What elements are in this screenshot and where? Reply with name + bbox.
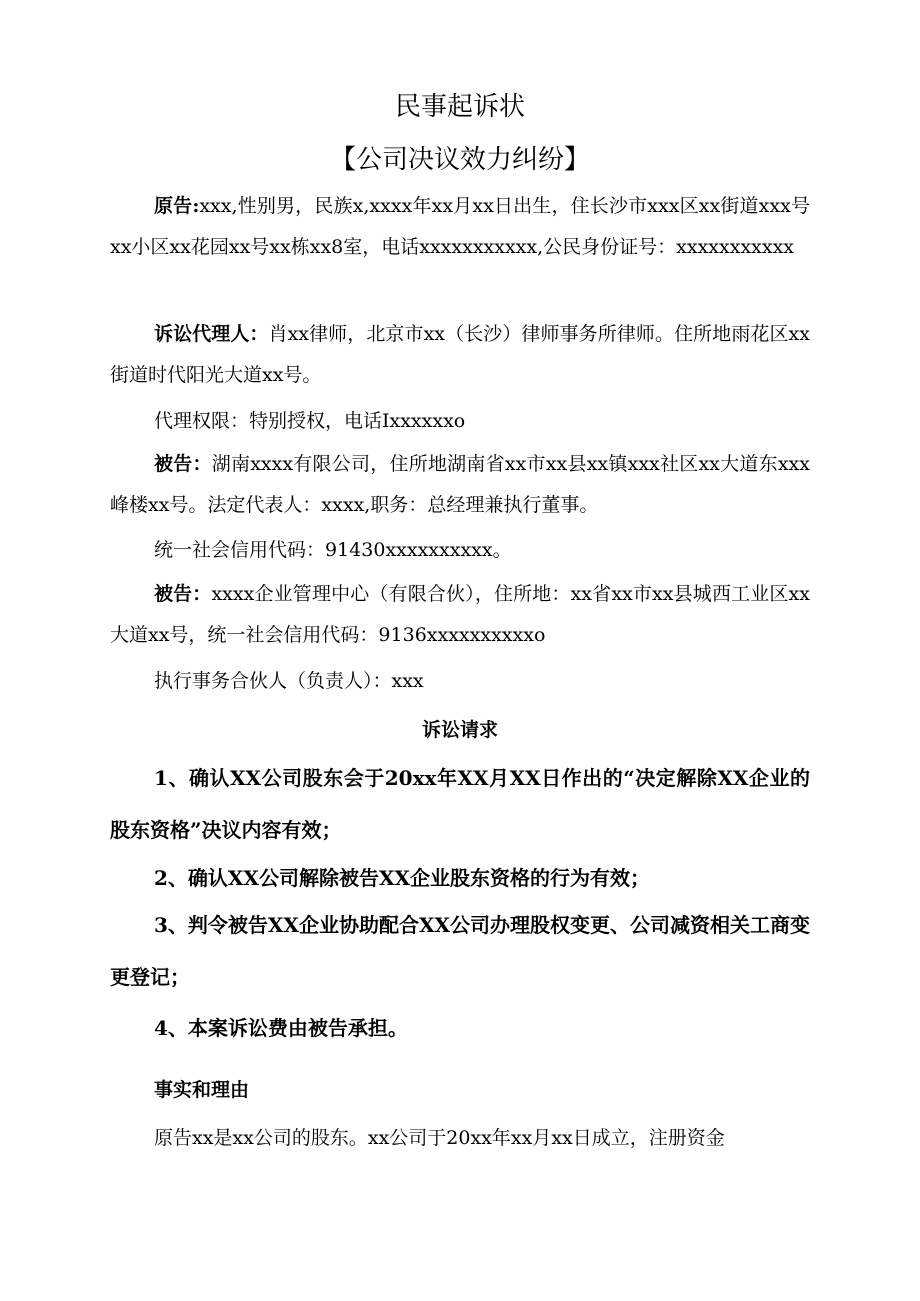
facts-heading: 事实和理由 bbox=[154, 1079, 250, 1101]
claims-heading: 诉讼请求 bbox=[421, 719, 498, 741]
defendant2-label: 被告： bbox=[154, 583, 212, 605]
defendant1-paragraph bbox=[110, 444, 810, 526]
claim-item: 4、本案诉讼费由被告承担。 bbox=[154, 1016, 408, 1040]
agent-text: 肖xx律师，北京市xx（长沙）律师事务所律师。住所地雨花区xx街道时代阳光大道xx号。 bbox=[110, 323, 810, 386]
agent-scope: 代理权限：特别授权，电话Ixxxxxxo bbox=[154, 410, 466, 432]
facts-text: 原告xx是xx公司的股东。xx公司于20xx年xx月xx日成立，注册资金 bbox=[154, 1127, 725, 1149]
agent-paragraph bbox=[110, 314, 810, 396]
claim-item: 3、判令被告XX企业协助配合XX公司办理股权变更、公司减资相关工商变更登记； bbox=[110, 913, 810, 989]
document-title: 民事起诉状 bbox=[394, 92, 525, 122]
defendant1-label: 被告： bbox=[154, 453, 212, 475]
defendant2-text: xxxx企业管理中心（有限合伙），住所地：xx省xx市xx县城西工业区xx大道xx号，统一社会信用代码：9136xxxxxxxxxxo bbox=[110, 583, 810, 646]
defendant1-text: 湖南xxxx有限公司，住所地湖南省xx市xx县xx镇xxx社区xx大道东xxx峰楼xx号。法定代表人：xxxx,职务：总经理兼执行董事。 bbox=[110, 453, 810, 516]
claim-item: 1、确认XX公司股东会于20xx年XX月XX日作出的“决定解除XX企业的股东资格”决议内容有效； bbox=[110, 766, 810, 842]
claim-item: 2、确认XX公司解除被告XX企业股东资格的行为有效； bbox=[154, 866, 650, 890]
plaintiff-paragraph bbox=[110, 186, 810, 268]
document-subtitle: 【公司决议效力纠纷】 bbox=[329, 145, 590, 175]
plaintiff-label: 原告: bbox=[154, 195, 200, 217]
plaintiff-text: xxx,性别男，民族x,xxxx年xx月xx日出生，住长沙市xxx区xx街道xxx号xx小区xx花园xx号xx栋xx8室，电话xxxxxxxxxxx,公民身份证号：xxxxxxxxxxx bbox=[110, 195, 810, 258]
agent-label: 诉讼代理人： bbox=[154, 323, 269, 345]
defendant2-partner: 执行事务合伙人（负责人）：xxx bbox=[154, 670, 424, 692]
defendant1-credit-code: 统一社会信用代码：91430xxxxxxxxxx。 bbox=[154, 539, 512, 561]
defendant2-paragraph bbox=[110, 574, 810, 656]
